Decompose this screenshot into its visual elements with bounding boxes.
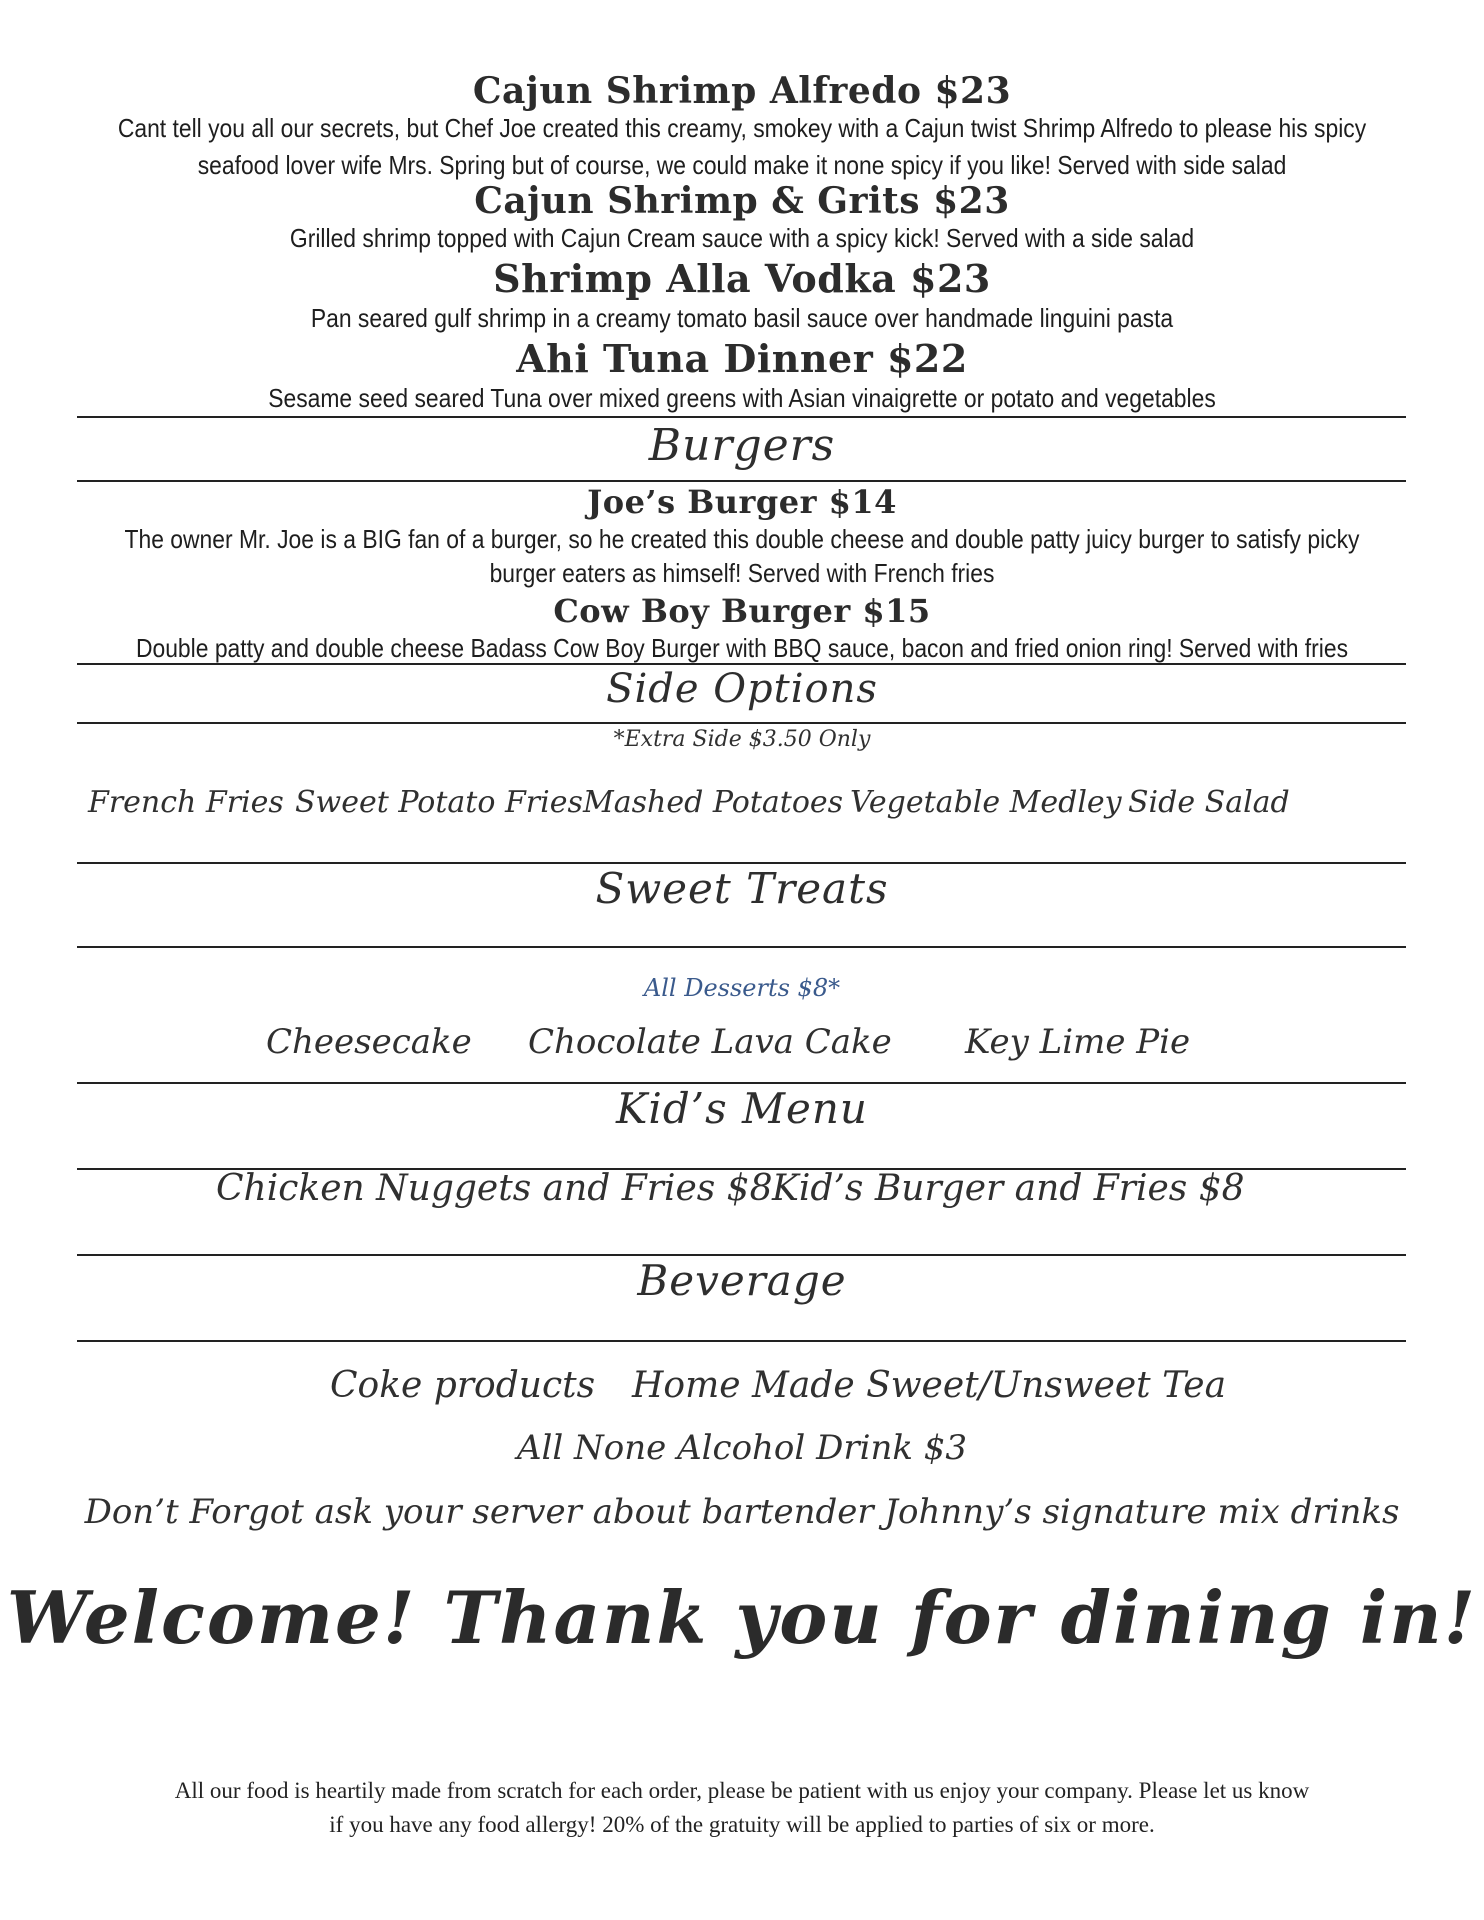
beverage-signature-note: Don’t Forgot ask your server about bartender Johnny’s signature mix drinks <box>84 1492 1400 1532</box>
item-desc-shrimp-alla-vodka: Pan seared gulf shrimp in a creamy tomato basil sauce over handmade linguini pasta <box>310 303 1174 333</box>
side-item-vegetable-medley: Vegetable Medley <box>850 785 1122 820</box>
section-heading-beverage: Beverage <box>637 1256 847 1305</box>
side-item-french-fries: French Fries <box>88 785 284 820</box>
side-item-side-salad: Side Salad <box>1128 785 1290 820</box>
side-item-sweet-potato-fries: Sweet Potato Fries <box>295 785 583 820</box>
item-desc-joes-burger-line1: The owner Mr. Joe is a BIG fan of a burger, so he created this double cheese and double patty juicy burger to satisfy picky <box>124 524 1360 554</box>
beverage-item-coke: Coke products <box>330 1365 596 1406</box>
section-heading-side-options: Side Options <box>606 666 878 712</box>
divider <box>77 1340 1406 1342</box>
section-heading-sweet-treats: Sweet Treats <box>595 864 889 913</box>
dessert-item-cheesecake: Cheesecake <box>266 1022 472 1062</box>
divider <box>77 722 1406 724</box>
item-title-shrimp-alla-vodka: Shrimp Alla Vodka $23 <box>493 256 991 301</box>
kids-item-chicken-nuggets: Chicken Nuggets and Fries $8 <box>216 1168 773 1209</box>
divider <box>77 663 1406 665</box>
item-title-ahi-tuna-dinner: Ahi Tuna Dinner $22 <box>516 336 968 381</box>
divider <box>77 480 1406 482</box>
divider <box>77 416 1406 418</box>
footer-note-line2: if you have any food allergy! 20% of the gratuity will be applied to parties of six or more. <box>329 1812 1155 1837</box>
side-extra-note: *Extra Side $3.50 Only <box>613 727 871 752</box>
section-heading-kids-menu: Kid’s Menu <box>616 1084 868 1133</box>
item-desc-cajun-shrimp-alfredo-line1: Cant tell you all our secrets, but Chef Joe created this creamy, smokey with a Cajun twist Shrimp Alfredo to please his spicy <box>117 113 1367 143</box>
item-desc-cow-boy-burger: Double patty and double cheese Badass Cow Boy Burger with BBQ sauce, bacon and fried onion ring! Served with fries <box>135 633 1349 663</box>
footer-note-line1: All our food is heartily made from scratch for each order, please be patient with us enjoy your company. Please let us know <box>174 1778 1310 1803</box>
side-item-mashed-potatoes: Mashed Potatoes <box>583 785 844 820</box>
beverage-price-line: All None Alcohol Drink $3 <box>516 1428 968 1468</box>
item-title-cow-boy-burger: Cow Boy Burger $15 <box>553 592 931 630</box>
dessert-item-chocolate-lava-cake: Chocolate Lava Cake <box>528 1022 892 1062</box>
dessert-item-key-lime-pie: Key Lime Pie <box>965 1022 1191 1062</box>
section-heading-burgers: Burgers <box>648 420 836 471</box>
dessert-price-note: All Desserts $8* <box>643 974 841 1002</box>
item-title-joes-burger: Joe’s Burger $14 <box>587 483 897 521</box>
item-title-cajun-shrimp-grits: Cajun Shrimp & Grits $23 <box>474 180 1010 222</box>
beverage-item-tea: Home Made Sweet/Unsweet Tea <box>632 1365 1227 1406</box>
item-desc-ahi-tuna-dinner: Sesame seed seared Tuna over mixed greens with Asian vinaigrette or potato and vegetables <box>268 383 1216 413</box>
kids-item-kids-burger: Kid’s Burger and Fries $8 <box>772 1168 1245 1209</box>
divider <box>77 946 1406 948</box>
item-title-cajun-shrimp-alfredo: Cajun Shrimp Alfredo $23 <box>472 70 1012 112</box>
item-desc-cajun-shrimp-grits: Grilled shrimp topped with Cajun Cream sauce with a spicy kick! Served with a side salad <box>289 223 1195 253</box>
item-desc-joes-burger-line2: burger eaters as himself! Served with French fries <box>489 558 995 588</box>
item-desc-cajun-shrimp-alfredo-line2: seafood lover wife Mrs. Spring but of course, we could make it none spicy if you like! Served with side salad <box>197 150 1287 180</box>
welcome-message: Welcome! Thank you for dining in! <box>6 1575 1478 1660</box>
